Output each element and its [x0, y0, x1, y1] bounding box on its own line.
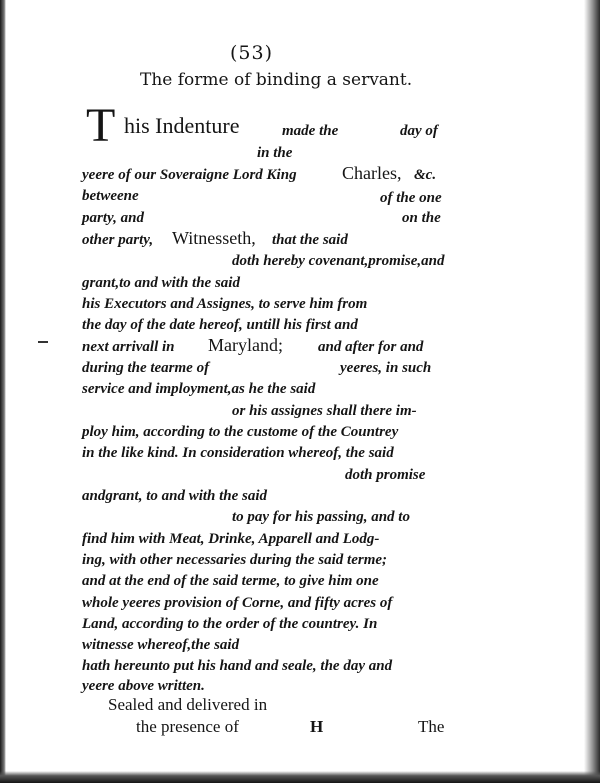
indenture-line: ing, with other necessaries during the said terme;: [82, 552, 388, 568]
indenture-line: grant,to and with the said: [82, 275, 240, 291]
indenture-line: hath hereunto put his hand and seale, the day and: [82, 658, 393, 674]
page-number: (53): [230, 42, 274, 64]
indenture-line: yeeres, in such: [340, 360, 432, 376]
indenture-line: party, and: [82, 210, 144, 226]
indenture-line: doth promise: [345, 467, 426, 483]
indenture-line: of the one: [380, 190, 442, 206]
indenture-line: or his assignes shall there im-: [232, 403, 417, 419]
indenture-line: ploy him, according to the custome of the Countrey: [82, 424, 399, 440]
indenture-line: the day of the date hereof, untill his first and: [82, 317, 358, 333]
page-title: The forme of binding a servant.: [140, 70, 413, 90]
scan-bottom-edge: [0, 771, 600, 783]
indenture-line: Maryland;: [208, 335, 283, 355]
indenture-line: next arrivall in: [82, 339, 175, 355]
catchword: The: [418, 717, 445, 736]
indenture-line: doth hereby covenant,promise,and: [232, 253, 445, 269]
indenture-opening: his Indenture: [124, 113, 240, 138]
indenture-line: his Executors and Assignes, to serve him from: [82, 296, 368, 312]
indenture-line: service and imployment,as he the said: [82, 381, 316, 397]
indenture-line: other party,: [82, 232, 154, 248]
indenture-line: &c.: [414, 167, 437, 183]
indenture-line: Land, according to the order of the countrey. In: [82, 616, 378, 632]
indenture-line: on the: [402, 210, 441, 226]
indenture-line: and at the end of the said terme, to give him one: [82, 573, 379, 589]
indenture-line: in the like kind. In consideration whereof, the said: [82, 445, 394, 461]
sealed-line: Sealed and delivered in: [108, 695, 268, 714]
indenture-line: yeere of our Soveraigne Lord King: [82, 167, 297, 183]
presence-line: the presence of: [136, 717, 239, 736]
signature-letter: H: [310, 717, 324, 736]
drop-cap: T: [86, 99, 116, 152]
indenture-line: that the said: [272, 232, 348, 248]
indenture-line: betweene: [82, 188, 139, 204]
indenture-line: and after for and: [318, 339, 424, 355]
indenture-line: during the tearme of: [82, 360, 210, 376]
margin-mark: [38, 341, 48, 343]
indenture-line: Charles,: [342, 163, 402, 183]
indenture-line: Witnesseth,: [172, 228, 256, 248]
indenture-line: made the: [282, 123, 339, 139]
indenture-line: witnesse whereof,the said: [82, 637, 240, 653]
indenture-line: find him with Meat, Drinke, Apparell and Lodg-: [82, 531, 380, 547]
indenture-line: day of: [400, 123, 438, 139]
indenture-line: whole yeeres provision of Corne, and fifty acres of: [82, 595, 393, 611]
scan-right-shadow: [584, 0, 600, 783]
indenture-line: to pay for his passing, and to: [232, 509, 410, 525]
scan-left-edge: [0, 0, 6, 783]
indenture-line: andgrant, to and with the said: [82, 488, 268, 504]
indenture-line: in the: [257, 145, 293, 161]
indenture-line: yeere above written.: [82, 678, 205, 694]
